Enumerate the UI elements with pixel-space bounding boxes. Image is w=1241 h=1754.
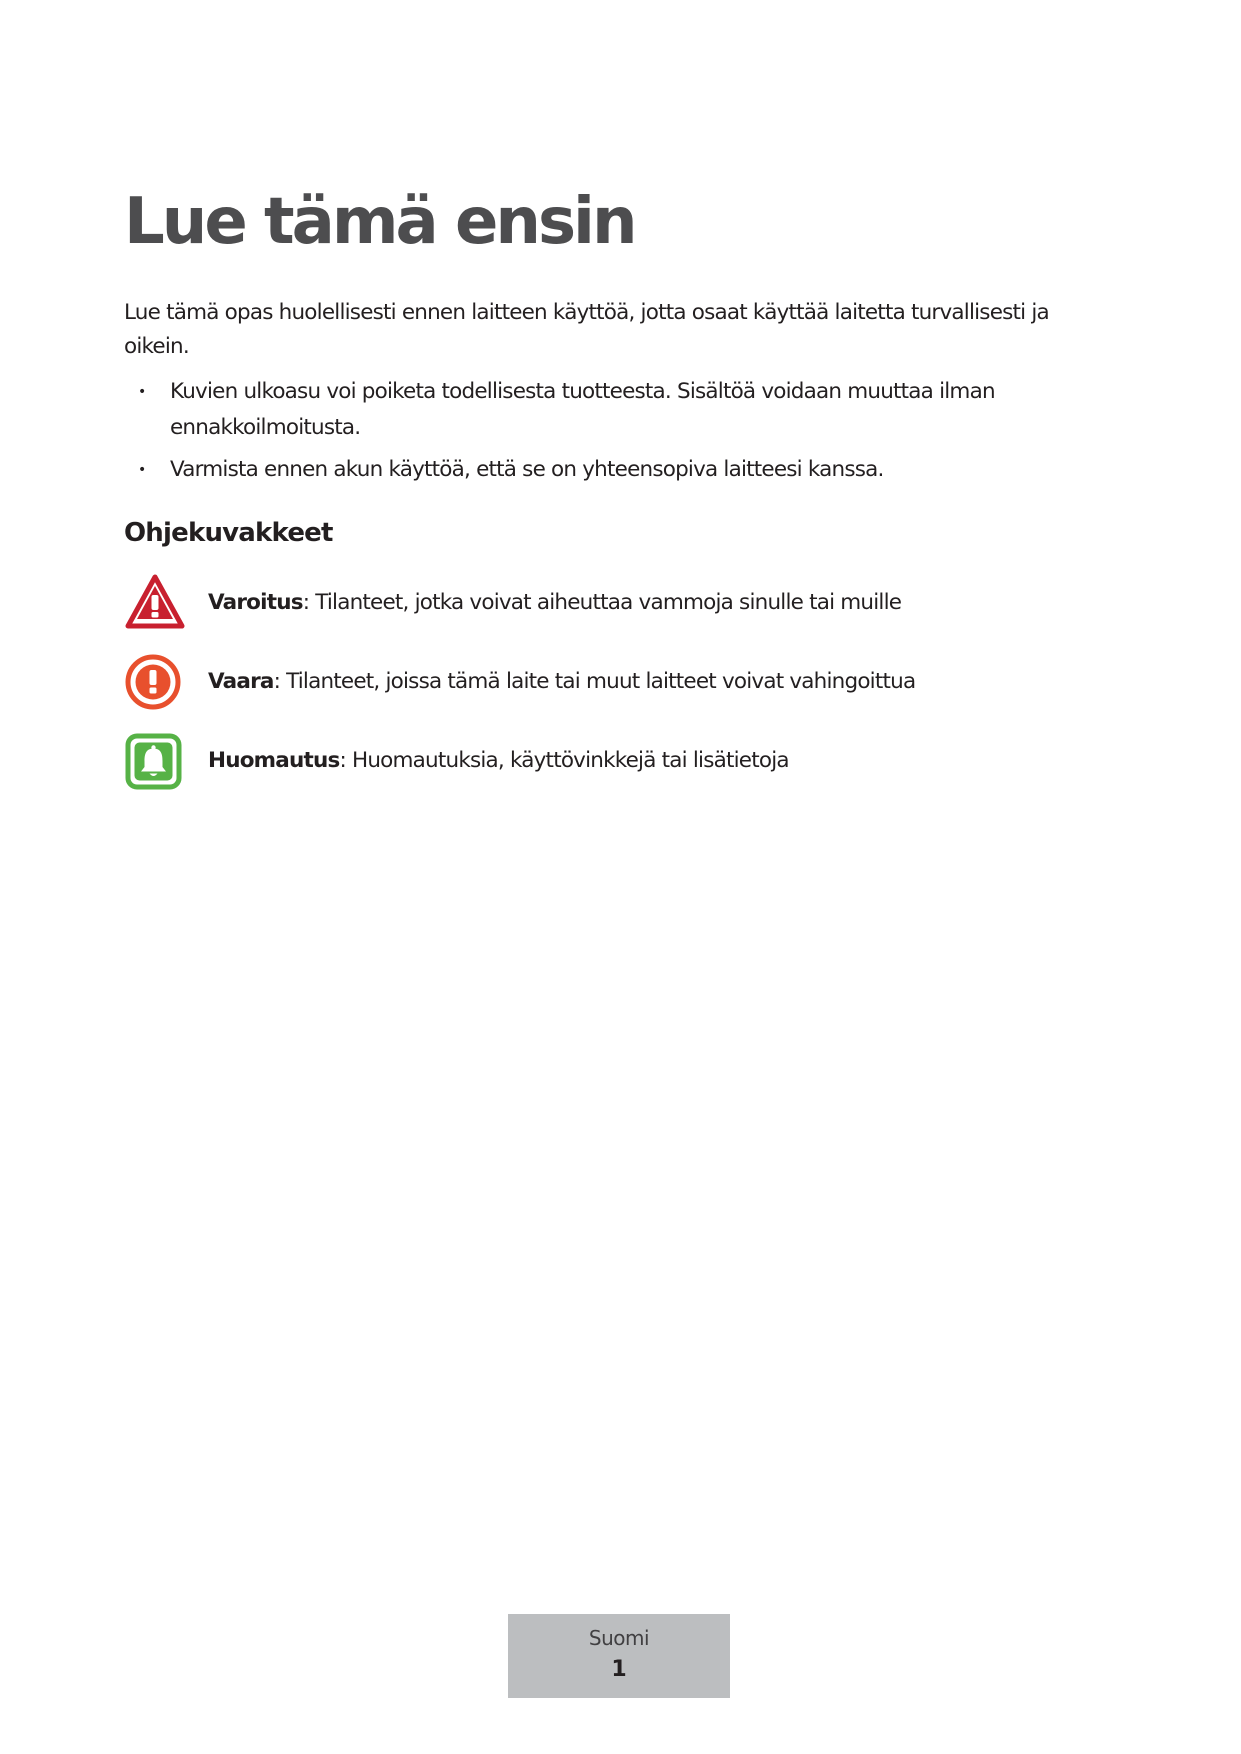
icon-legend-label: Varoitus <box>208 590 303 615</box>
page-footer <box>508 1614 730 1698</box>
icon-legend-row-note <box>124 730 1124 792</box>
page-number: 1 <box>611 1657 627 1682</box>
note-bell-icon <box>124 730 186 792</box>
bullet-icon: • <box>138 384 146 400</box>
icon-legend-description: Tilanteet, jotka voivat aiheuttaa vammoja sinulle tai muille <box>309 590 902 615</box>
notice-list <box>124 374 1124 494</box>
intro-paragraph: Lue tämä opas huolellisesti ennen laitteen käyttöä, jotta osaat käyttää laitetta turvallisesti ja oikein. <box>124 300 1049 359</box>
icon-legend-text <box>208 730 789 792</box>
icon-legend-description: Huomautuksia, käyttövinkkejä tai lisätietoja <box>345 748 789 773</box>
icon-legend-text <box>208 572 901 634</box>
icon-legend-label: Huomautus <box>208 748 340 773</box>
list-item <box>124 452 1124 488</box>
icon-legend-row-caution <box>124 651 1124 713</box>
label-separator: : <box>273 669 281 694</box>
footer-language: Suomi <box>588 1626 650 1650</box>
icon-legend-row-warning <box>124 572 1124 634</box>
warning-triangle-icon <box>124 572 186 634</box>
list-item-text: Varmista ennen akun käyttöä, että se on yhteensopiva laitteesi kanssa. <box>170 457 884 482</box>
bullet-icon: • <box>138 462 146 478</box>
caution-circle-icon <box>124 651 186 713</box>
icon-legend-text <box>208 651 915 713</box>
label-separator: : <box>339 748 346 773</box>
page-title: Lue tämä ensin <box>124 185 635 259</box>
icon-legend-label: Vaara <box>208 669 274 694</box>
icon-legend-description: Tilanteet, joissa tämä laite tai muut laitteet voivat vahingoittua <box>280 669 916 694</box>
list-item-text: Kuvien ulkoasu voi poiketa todellisesta tuotteesta. Sisältöä voidaan muuttaa ilman ennakkoilmoitusta. <box>170 379 995 440</box>
list-item <box>124 374 1124 446</box>
section-heading: Ohjekuvakkeet <box>124 518 333 548</box>
label-separator: : <box>302 590 310 615</box>
